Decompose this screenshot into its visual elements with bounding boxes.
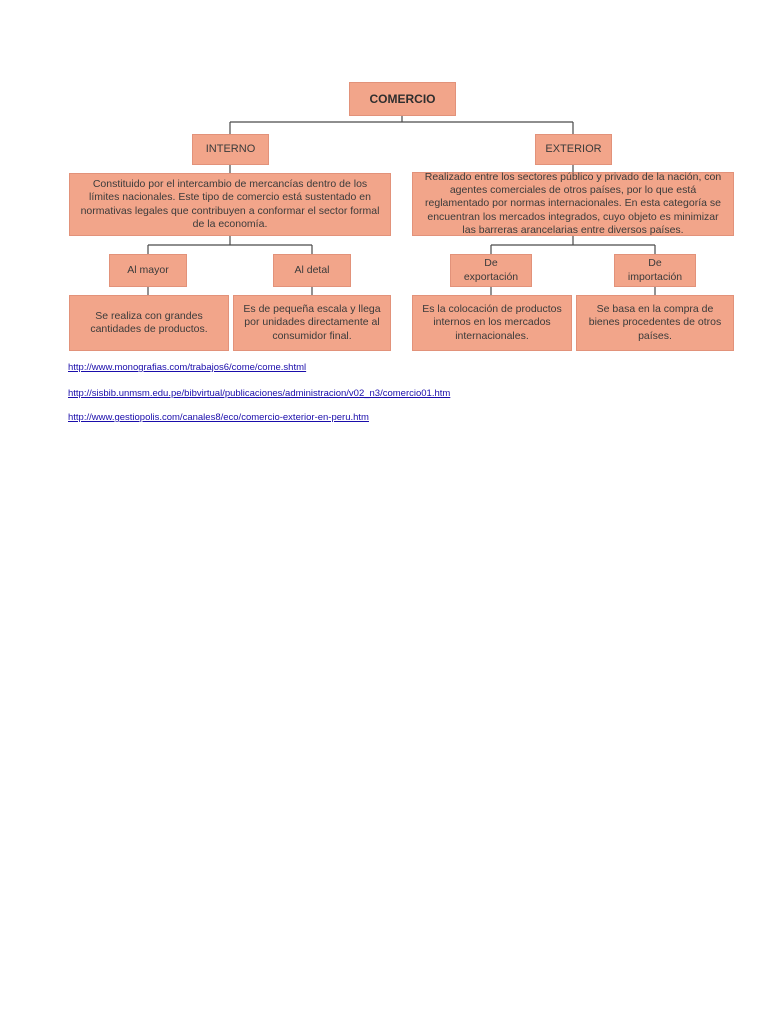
reference-link-2[interactable]: http://sisbib.unmsm.edu.pe/bibvirtual/publicaciones/administracion/v02_n3/comercio01.htm — [68, 388, 451, 399]
node-de-exportacion: De exportación — [450, 254, 532, 287]
al-mayor-description: Se realiza con grandes cantidades de productos. — [69, 295, 229, 351]
de-importacion-description: Se basa en la compra de bienes procedentes de otros países. — [576, 295, 734, 351]
reference-link-1[interactable]: http://www.monografias.com/trabajos6/come/come.shtml — [68, 362, 307, 373]
branch-node-interno: INTERNO — [192, 134, 269, 165]
node-de-importacion: De importación — [614, 254, 696, 287]
de-exportacion-description: Es la colocación de productos internos en los mercados internacionales. — [412, 295, 572, 351]
node-al-detal: Al detal — [273, 254, 351, 287]
reference-link-3[interactable]: http://www.gestiopolis.com/canales8/eco/comercio-exterior-en-peru.htm — [68, 412, 369, 423]
al-detal-description: Es de pequeña escala y llega por unidades directamente al consumidor final. — [233, 295, 391, 351]
branch-node-exterior: EXTERIOR — [535, 134, 612, 165]
root-node-comercio: COMERCIO — [349, 82, 456, 116]
exterior-description: Realizado entre los sectores público y privado de la nación, con agentes comerciales de otros países, por lo que está reglamentado por normas internacionales. En esta categoría se encuentran los mercados integrados, cuyo objeto es minimizar las barreras arancelarias entre diversos países. — [412, 172, 734, 236]
interno-description: Constituido por el intercambio de mercancías dentro de los límites nacionales. Este tipo de comercio está sustentado en normativas legales que contribuyen a conformar el sector formal de la economía. — [69, 173, 391, 236]
node-al-mayor: Al mayor — [109, 254, 187, 287]
